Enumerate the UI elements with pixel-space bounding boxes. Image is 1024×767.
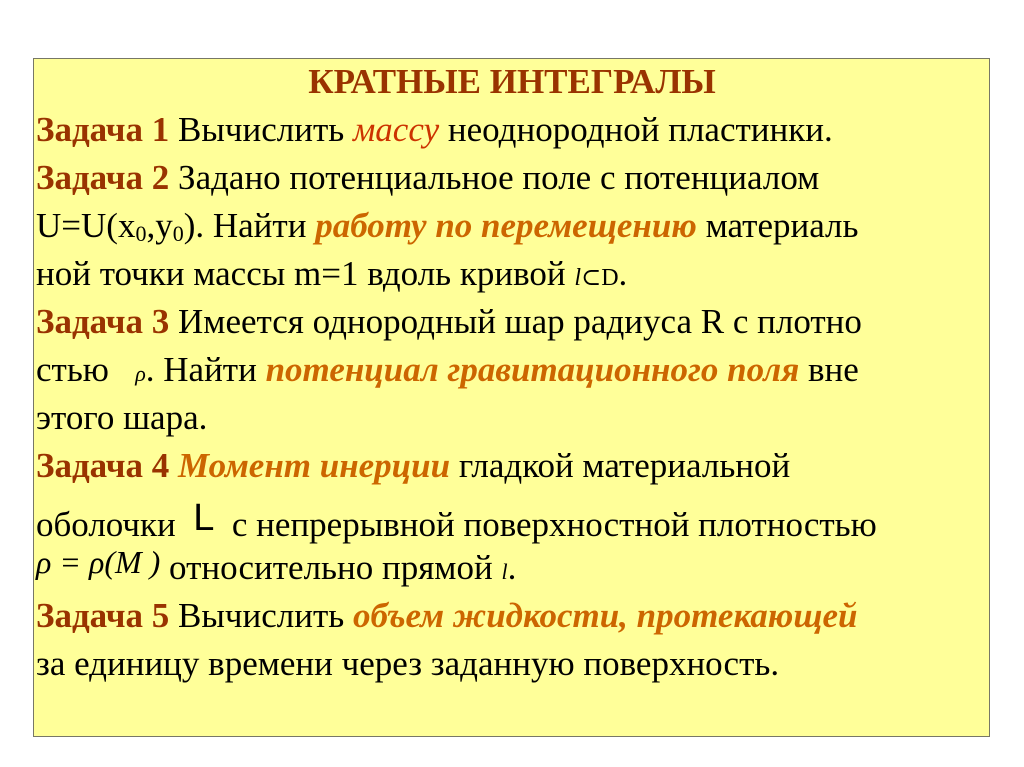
task3-text-b: стью [36, 350, 109, 389]
task5-line-2 [36, 644, 779, 684]
task2-potential-formula: $U=U(x_0,y_0)$. Найти [36, 206, 307, 246]
task2-text-b: материаль [705, 206, 859, 245]
task4-label: Задача 4 [36, 446, 170, 485]
task4-density-formula: ρ = ρ(M ) [36, 544, 161, 580]
task3-text-c: . Найти [145, 350, 257, 389]
task2-end: . [618, 254, 628, 293]
task5-text-b: за единицу времени через заданную поверхность. [36, 644, 780, 683]
task4-end: . [507, 548, 517, 587]
task3-rho-symbol: ρ [135, 361, 146, 386]
task4-shell-symbol: L [193, 497, 215, 539]
task1-text-a: Вычислить [178, 110, 345, 149]
task3-text-a: Имеется однородный шар радиуса R с плотно [178, 302, 862, 341]
task4-emphasis: Момент инерции [178, 446, 451, 485]
task4-text-a: гладкой материальной [458, 446, 791, 485]
task4-line-3 [36, 544, 517, 592]
task2-label: Задача 2 [36, 158, 170, 197]
task2-curve-formula: l⊂D [574, 265, 619, 291]
task3-text-e: этого шара. [36, 398, 208, 437]
task1-emphasis: массу [352, 110, 440, 149]
task5-text-a: Вычислить [178, 596, 345, 635]
task3-line-2 [36, 350, 859, 394]
task1-label: Задача 1 [36, 110, 170, 149]
slide-title: КРАТНЫЕ ИНТЕГРАЛЫ [308, 62, 716, 101]
task4-text-d: относительно прямой [169, 548, 493, 587]
task2-emphasis: работу по перемещению [315, 206, 697, 245]
task3-emphasis: потенциал гравитационного поля [265, 350, 800, 389]
task3-line-1 [36, 302, 862, 342]
task2-line-1 [36, 158, 819, 198]
task4-line-2 [36, 498, 877, 545]
task4-line-symbol: l [501, 559, 508, 584]
task3-text-d: вне [807, 350, 859, 389]
task5-line-1 [36, 596, 858, 636]
task3-line-3 [36, 398, 207, 438]
task4-line-1 [36, 446, 790, 486]
task1-text-b: неоднородной пластинки. [447, 110, 833, 149]
task4-text-c: с непрерывной поверхностной плотностью [231, 505, 877, 544]
task2-text-c: ной точки массы m=1 вдоль кривой [36, 254, 566, 293]
task2-text-a: Задано потенциальное поле с потенциалом [178, 158, 820, 197]
task2-line-3 [36, 254, 627, 298]
task5-emphasis: объем жидкости, протекающей [352, 596, 858, 635]
task3-label: Задача 3 [36, 302, 170, 341]
task1-line [36, 110, 833, 150]
task2-line-2 [36, 206, 858, 254]
task4-text-b: оболочки [36, 505, 176, 544]
task5-label: Задача 5 [36, 596, 170, 635]
